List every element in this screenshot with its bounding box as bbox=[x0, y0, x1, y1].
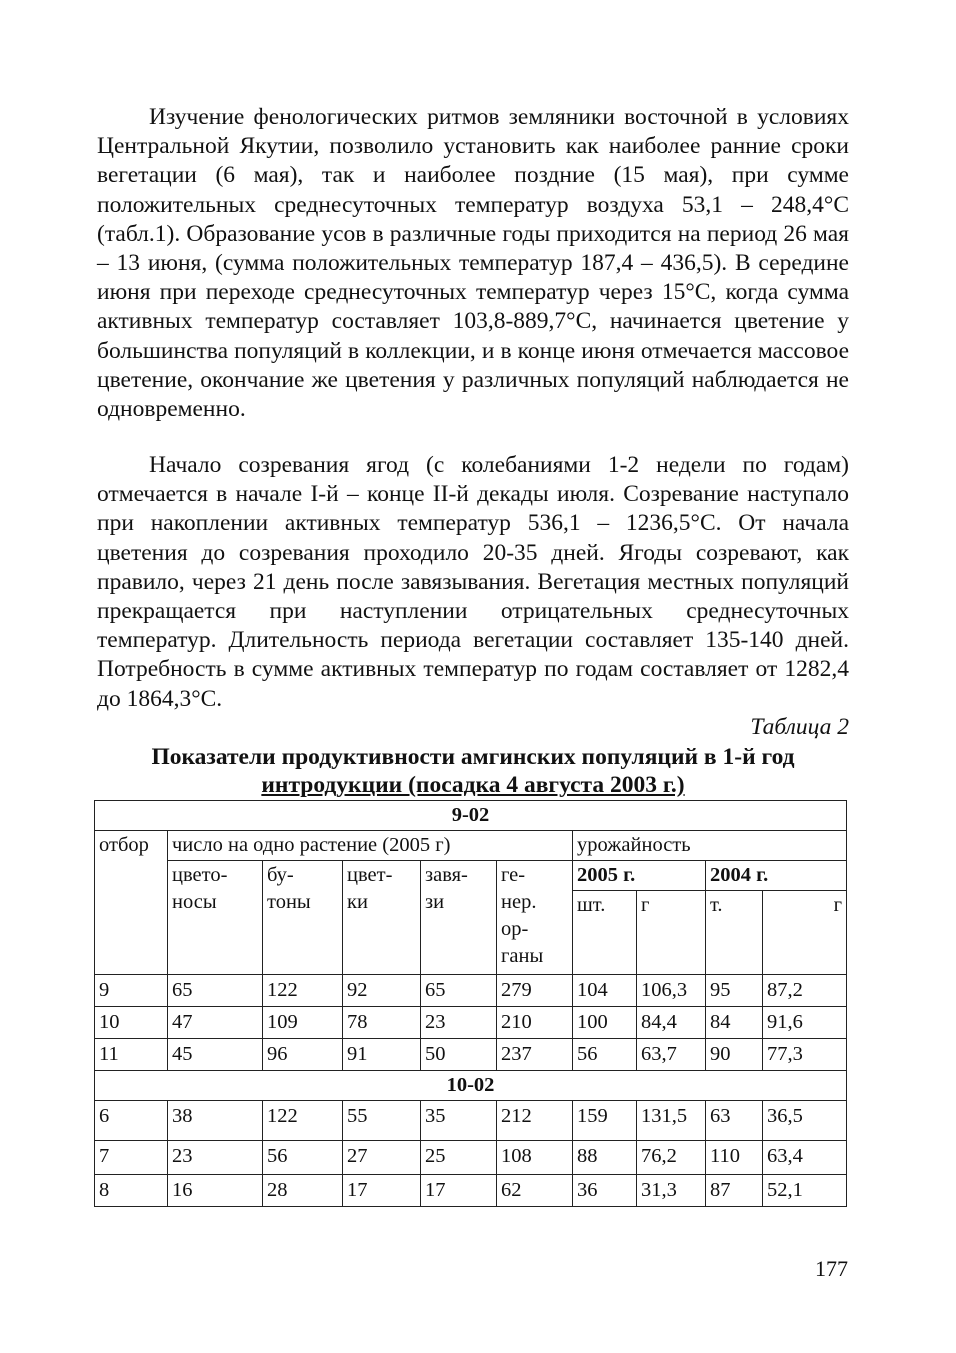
table-cell: 279 bbox=[497, 975, 573, 1007]
table-cell: 108 bbox=[497, 1141, 573, 1175]
table-row bbox=[95, 1039, 847, 1071]
table-cell: 56 bbox=[263, 1141, 343, 1175]
group-label-10-02: 10-02 bbox=[95, 1071, 847, 1101]
table-cell: 84,4 bbox=[637, 1007, 706, 1039]
table-cell: 96 bbox=[263, 1039, 343, 1071]
table-body bbox=[95, 801, 847, 1207]
paragraph-2: Начало созревания ягод (с колебаниями 1-2 недели по годам) отмечается в начале I-й – конце II-й декады июля. Созревание наступало при накоплении активных температур 536,1 – 1236,5°С. От начала цветения до созревания проходило 20-35 дней. Ягоды созревают, как правило, через 21 день после завязывания. Вегетация местных популяций прекращается при наступлении отрицательных среднесуточных температур. Длительность периода вегетации составляет 135-140 дней. Потребность в сумме активных температур по годам составляет от 1282,4 до 1864,3°С. bbox=[97, 452, 849, 712]
header-col: бу- тоны bbox=[263, 861, 343, 975]
table-cell: 63 bbox=[706, 1101, 763, 1141]
header-unit: т. bbox=[706, 891, 763, 975]
table-cell: 76,2 bbox=[637, 1141, 706, 1175]
table-row bbox=[95, 1175, 847, 1207]
table-cell: 36,5 bbox=[763, 1101, 847, 1141]
table-cell: 91,6 bbox=[763, 1007, 847, 1039]
table-title bbox=[97, 743, 849, 799]
table-cell: 31,3 bbox=[637, 1175, 706, 1207]
table-cell: 17 bbox=[343, 1175, 421, 1207]
header-row-2 bbox=[95, 861, 847, 891]
table-cell: 90 bbox=[706, 1039, 763, 1071]
group-header-row bbox=[95, 801, 847, 831]
table-cell: 65 bbox=[421, 975, 497, 1007]
table-title-line-1: Показатели продуктивности амгинских популяций в 1-й год bbox=[151, 744, 795, 770]
table-label: Таблица 2 bbox=[750, 714, 849, 740]
table-cell: 77,3 bbox=[763, 1039, 847, 1071]
table-cell: 17 bbox=[421, 1175, 497, 1207]
table-cell: 100 bbox=[573, 1007, 637, 1039]
table-cell: 25 bbox=[421, 1141, 497, 1175]
header-count: число на одно растение (2005 г) bbox=[168, 831, 573, 861]
table-cell: 212 bbox=[497, 1101, 573, 1141]
group-header-row bbox=[95, 1071, 847, 1101]
table-cell: 110 bbox=[706, 1141, 763, 1175]
table-cell: 104 bbox=[573, 975, 637, 1007]
table-cell: 52,1 bbox=[763, 1175, 847, 1207]
table-cell: 56 bbox=[573, 1039, 637, 1071]
table-cell: 9 bbox=[95, 975, 168, 1007]
table-cell: 88 bbox=[573, 1141, 637, 1175]
header-unit: шт. bbox=[573, 891, 637, 975]
table-cell: 38 bbox=[168, 1101, 263, 1141]
table-cell: 47 bbox=[168, 1007, 263, 1039]
table-cell: 35 bbox=[421, 1101, 497, 1141]
table-row bbox=[95, 975, 847, 1007]
header-col: цвето- носы bbox=[168, 861, 263, 975]
header-unit: г bbox=[763, 891, 847, 975]
table-cell: 95 bbox=[706, 975, 763, 1007]
table-cell: 10 bbox=[95, 1007, 168, 1039]
table-cell: 45 bbox=[168, 1039, 263, 1071]
table-cell: 78 bbox=[343, 1007, 421, 1039]
table-cell: 92 bbox=[343, 975, 421, 1007]
table-cell: 122 bbox=[263, 975, 343, 1007]
table-cell: 159 bbox=[573, 1101, 637, 1141]
table-cell: 65 bbox=[168, 975, 263, 1007]
table-cell: 50 bbox=[421, 1039, 497, 1071]
table-cell: 87 bbox=[706, 1175, 763, 1207]
page-number: 177 bbox=[815, 1256, 848, 1281]
table-cell: 87,2 bbox=[763, 975, 847, 1007]
table-cell: 210 bbox=[497, 1007, 573, 1039]
table-cell: 131,5 bbox=[637, 1101, 706, 1141]
table-cell: 122 bbox=[263, 1101, 343, 1141]
header-col: цвет- ки bbox=[343, 861, 421, 975]
header-2004: 2004 г. bbox=[706, 861, 847, 891]
table-cell: 11 bbox=[95, 1039, 168, 1071]
table-cell: 23 bbox=[168, 1141, 263, 1175]
header-unit: г bbox=[637, 891, 706, 975]
table-cell: 23 bbox=[421, 1007, 497, 1039]
paragraph-1: Изучение фенологических ритмов земляники восточной в условиях Центральной Якутии, позволило установить как наиболее ранние сроки вегетации (6 мая), так и наиболее поздние (15 мая), при сумме положительных среднесуточных температур воздуха 53,1 – 248,4°С (табл.1). Образование усов в различные годы приходится на период 26 мая – 13 июня, (сумма положительных температур 187,4 – 436,5). В середине июня при переходе среднесуточных температур через 15°С, когда сумма активных температур составляет 103,8-889,7°С, начинается цветение у большинства популяций в коллекции, и в конце июня отмечается массовое цветение, окончание же цветения у различных популяций наблюдается не одновременно. bbox=[97, 104, 849, 423]
header-otbor: отбор bbox=[95, 831, 168, 975]
header-yield: урожайность bbox=[573, 831, 847, 861]
table-title-line-2: интродукции (посадка 4 августа 2003 г.) bbox=[261, 772, 685, 798]
table-row bbox=[95, 1007, 847, 1039]
table-cell: 84 bbox=[706, 1007, 763, 1039]
table-cell: 63,7 bbox=[637, 1039, 706, 1071]
header-2005: 2005 г. bbox=[573, 861, 706, 891]
header-col: завя- зи bbox=[421, 861, 497, 975]
table-cell: 63,4 bbox=[763, 1141, 847, 1175]
table-cell: 28 bbox=[263, 1175, 343, 1207]
table-cell: 16 bbox=[168, 1175, 263, 1207]
table-cell: 8 bbox=[95, 1175, 168, 1207]
header-col: ге- нер. ор- ганы bbox=[497, 861, 573, 975]
table-row bbox=[95, 1101, 847, 1141]
productivity-table bbox=[94, 800, 847, 1207]
table-cell: 7 bbox=[95, 1141, 168, 1175]
table-cell: 237 bbox=[497, 1039, 573, 1071]
table-cell: 36 bbox=[573, 1175, 637, 1207]
group-label-9-02: 9-02 bbox=[95, 801, 847, 831]
table-cell: 27 bbox=[343, 1141, 421, 1175]
table-cell: 106,3 bbox=[637, 975, 706, 1007]
table-cell: 62 bbox=[497, 1175, 573, 1207]
table-cell: 6 bbox=[95, 1101, 168, 1141]
header-row-1 bbox=[95, 831, 847, 861]
table-row bbox=[95, 1141, 847, 1175]
table-cell: 91 bbox=[343, 1039, 421, 1071]
table-cell: 55 bbox=[343, 1101, 421, 1141]
table-cell: 109 bbox=[263, 1007, 343, 1039]
